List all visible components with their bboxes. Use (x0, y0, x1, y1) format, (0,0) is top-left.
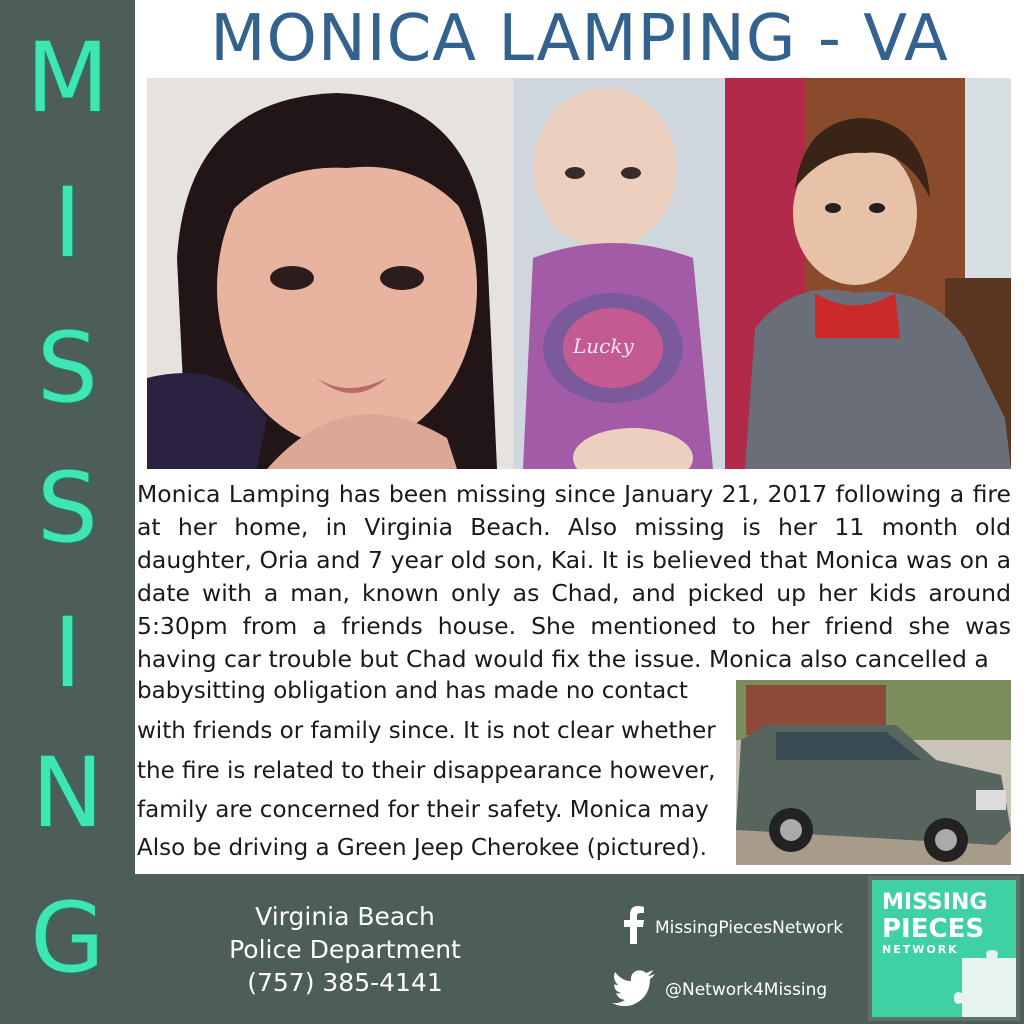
side-banner (0, 0, 135, 1024)
missing-pieces-logo (868, 876, 1020, 1021)
description-line: family are concerned for their safety. Monica may (137, 797, 709, 823)
photo-monica (147, 78, 513, 469)
photo-daughter (513, 78, 725, 469)
side-letter: I (53, 597, 82, 709)
facebook-icon (623, 906, 645, 944)
side-letter: N (31, 737, 104, 849)
facebook-link[interactable] (620, 906, 860, 946)
shirt-text: Lucky (573, 334, 634, 358)
side-letter: I (53, 167, 82, 279)
police-contact (135, 900, 555, 999)
description-line: babysitting obligation and has made no contact (137, 678, 688, 704)
side-letter: S (37, 312, 98, 424)
side-letter: G (30, 882, 105, 994)
description-line: with friends or family since. It is not clear whether (137, 718, 716, 744)
logo-text: NETWORK (882, 943, 959, 956)
description-line: Also be driving a Green Jeep Cherokee (pictured). (137, 835, 707, 861)
contact-phone[interactable]: (757) 385-4141 (247, 968, 443, 997)
description-line: the fire is related to their disappearance however, (137, 758, 716, 784)
twitter-link[interactable] (612, 970, 852, 1010)
photo-vehicle (736, 680, 1011, 865)
contact-line: Virginia Beach (255, 902, 435, 931)
contact-line: Police Department (229, 935, 461, 964)
logo-text: PIECES (882, 914, 985, 944)
twitter-icon (612, 970, 656, 1006)
logo-text: MISSING (882, 890, 988, 915)
description-paragraph: Monica Lamping has been missing since January 21, 2017 following a fire at her home, in Virginia Beach. Also missing is her 11 month old daughter, Oria and 7 year old son, Kai. It is believed that Monica was on a date with a man, known only as Chad, and picked up her kids around 5:30pm from a friends house. She mentioned to her friend she was having car trouble but Chad would fix the issue. Monica also cancelled a (137, 480, 1011, 673)
twitter-handle: @Network4Missing (665, 980, 828, 1000)
facebook-handle: MissingPiecesNetwork (655, 918, 844, 938)
photo-son (725, 78, 1011, 469)
page-title: MONICA LAMPING - VA (210, 2, 949, 76)
side-letter: M (26, 22, 109, 134)
side-letter: S (37, 452, 98, 564)
puzzle-piece-icon (942, 948, 1020, 1021)
